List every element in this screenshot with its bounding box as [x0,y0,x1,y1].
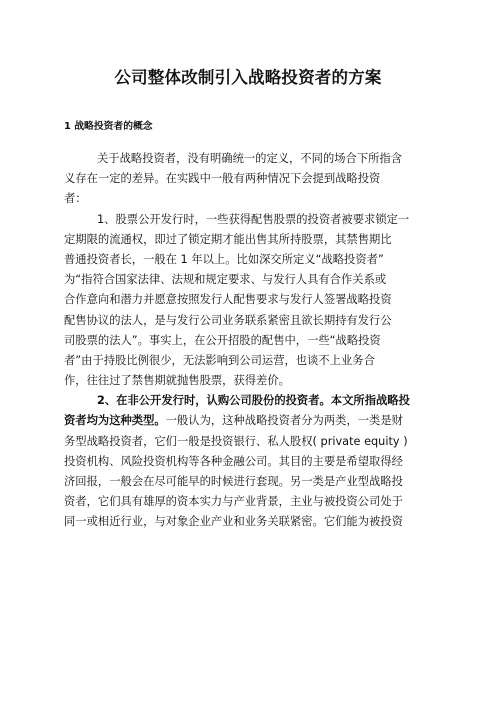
paragraph-public-offering [64,210,430,392]
text-line: 同一或相近行业，与对象企业产业和业务关联紧密。它们能为被投资 [64,515,403,529]
paragraph-definition-intro [64,149,430,210]
text-line: 1、股票公开发行时，一些获得配售股票的投资者被要求锁定一 [97,212,410,226]
text-line [64,411,430,431]
bold-phrase: 资者均为这种类型。 [64,414,166,428]
text-line: 配售协议的法人，是与发行公司业务联系紧密且欲长期持有发行公 [64,313,392,327]
text-line: 定期限的流通权，即过了锁定期才能出售其所持股票，其禁售期比 [64,232,392,246]
paragraph-private-offering [64,391,430,532]
section-heading: 1 战略投资者的概念 [64,121,153,132]
text-line: 普通投资者长，一般在 1 年以上。比如深交所定义“战略投资者” [64,252,384,266]
document-title: 公司整体改制引入战略投资者的方案 [114,68,382,87]
text-line: 司股票的法人”。事实上，在公开招股的配售中，一些“战略投资 [64,333,381,347]
text-line: 济回报，一般会在尽可能早的时候进行套现。另一类是产业型战略投 [64,475,403,488]
text-line: 作，往往过了禁售期就抛售股票，获得差价。 [64,374,290,388]
text-line: 为“指符合国家法律、法规和规定要求、与发行人具有合作关系或 [64,273,387,287]
text-line-bold: 2、在非公开发行时，认购公司股份的投资者。本文所指战略投 [97,394,410,408]
text-line: 合作意向和潜力并愿意按照发行人配售要求与发行人签署战略投资 [64,293,392,307]
text-line: 资者，它们具有雄厚的资本实力与产业背景，主业与被投资公司处于 [64,495,403,509]
text-line: 义存在一定的差异。在实践中一般有两种情况下会提到战略投资 [64,172,381,186]
text-line: 务型战略投资者，它们一般是投资银行、私人股权( private equity ) [64,434,408,448]
text-line: 关于战略投资者，没有明确统一的定义，不同的场合下所指含 [97,152,403,165]
text-line: 投资机构、风险投资机构等各种金融公司。其目的主要是希望取得经 [64,454,403,468]
text-line: 者： [64,192,87,206]
document-body [64,149,430,533]
text-line: 者”由于持股比例很少，无法影响到公司运营，也谈不上业务合 [64,353,375,367]
text-fragment: 一般认为，这种战略投资者分为两类，一类是财 [165,414,403,428]
